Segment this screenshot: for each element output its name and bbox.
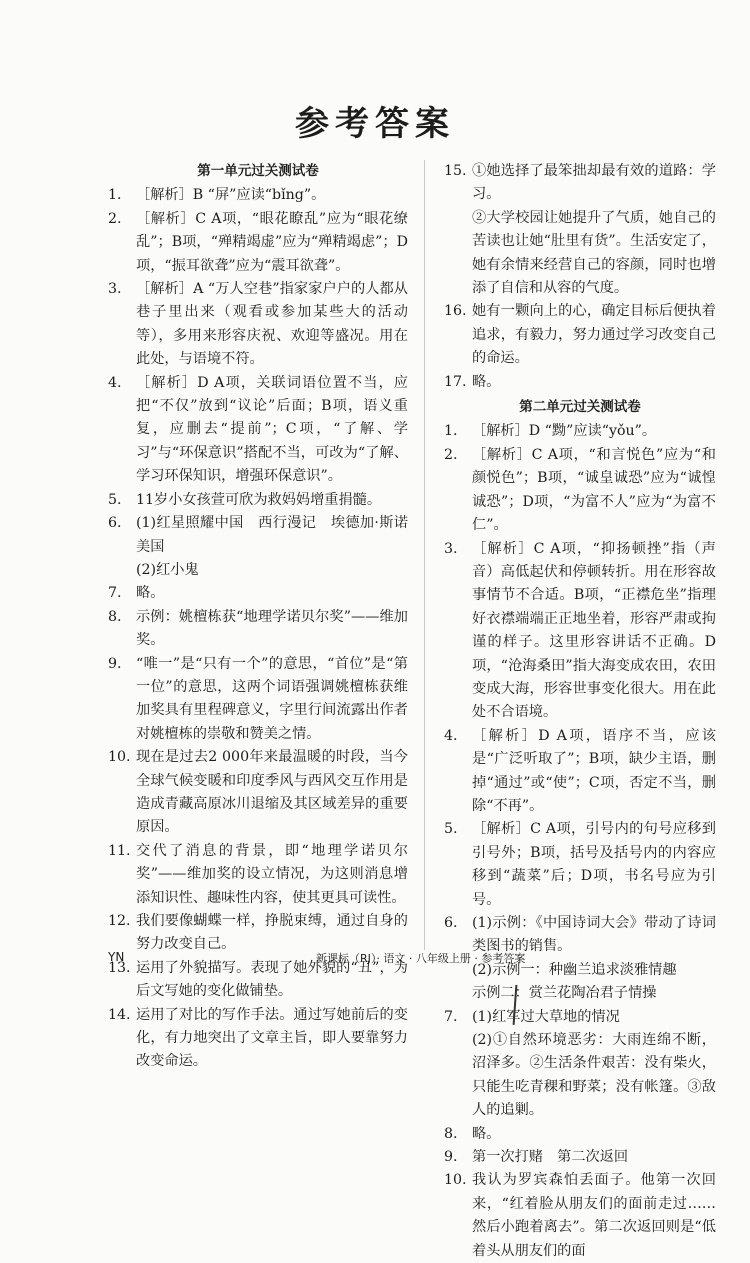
right-column [444,160,716,1263]
answer-number: 1. [108,187,122,204]
answer-number: 10. [444,1172,467,1189]
answer-text: ［解析］A “万人空巷”指家家户户的人都从巷子里出来（观看或参加某些大的活动等），多用来形容庆祝、欢迎等盛况。用在此处，与语境不符。 [136,281,408,368]
answer-item [444,371,716,394]
answer-number: 11. [108,842,131,859]
answer-item [444,207,716,301]
answer-text: (1)示例：《中国诗词大会》带动了诗词类图书的销售。 [472,915,716,955]
answer-number: 17. [444,373,467,390]
answer-text: 略。 [472,1125,501,1142]
answer-number: 15. [444,163,467,179]
answer-item [108,606,408,653]
answer-number: 3. [444,540,458,557]
footer-caption: 新课标（RJ）· 语文 · 八年级上册 · 参考答案 [316,952,526,965]
answer-text: 略。 [136,585,165,602]
answer-item [444,982,716,1005]
answer-number: 10. [108,749,131,766]
answer-item [108,184,408,207]
answer-text: ［解析］C A项，“和言悦色”应为“和颜悦色”；B项，“诚皇诚恐”应为“诚惶诚恐”；D项，“为富不人”应为“为富不仁”。 [472,446,716,534]
answer-number: 1. [444,423,458,440]
answer-text: 运用了外貌描写。表现了她外貌的“丑”，为后文写她的变化做铺垫。 [136,959,408,1000]
answer-text: (2)①自然环境恶劣：大雨连绵不断，沼泽多。②生活条件艰苦：没有柴火，只能生吃青稞和野菜；没有帐篷。③敌人的追剿。 [472,1032,716,1119]
answer-number: 7. [108,585,122,602]
answer-item [444,1006,716,1029]
answer-text: ［解析］D “黝”应读“yǒu”。 [472,423,657,440]
section-title: 第一单元过关测试卷 [197,163,319,179]
answer-item [444,538,716,725]
answer-text: 略。 [472,373,501,390]
answer-item [444,1123,716,1146]
answer-text: 交代了消息的背景，即“地理学诺贝尔奖”——维加奖的设立情况，为这则消息增添知识性、趣味性内容，使其更具可读性。 [136,842,408,906]
answer-item [444,1146,716,1169]
answer-number: 16. [444,303,467,320]
answer-text: ［解析］D A项，关联词语位置不当，应把“不仅”放到“议论”后面；B项，语义重复，应删去“提前”；C项，“了解、学习”与“环保意识”搭配不当，可改为“了解、学习环保知识，增强环保意识”。 [136,374,408,485]
answer-text: 11岁小女孩萱可欣为救妈妈增重捐髓。 [136,491,382,508]
answer-item [108,208,408,278]
answer-item [444,420,716,443]
answer-number: 8. [444,1125,458,1142]
answer-item [108,582,408,605]
answer-item [108,372,408,489]
column-divider [424,160,425,950]
answer-text: 运用了对比的写作手法。通过写她前后的变化，有力地突出了文章主旨，即人要靠努力改变命运。 [136,1006,408,1070]
answer-item [108,746,408,840]
answer-item [444,1029,716,1123]
answer-item [444,725,716,819]
answer-number: 5. [108,491,122,508]
answer-item [444,444,716,538]
answer-item [444,300,716,370]
answer-text: ［解析］C A项，“眼花瞭乱”应为“眼花缭乱”；B项，“殚精竭虚”应为“殚精竭虑”；D项，“振耳欲聋”应为“震耳欲聋”。 [136,210,408,274]
answer-text: (2)红小鬼 [136,561,199,578]
answer-number: 3. [108,281,122,298]
answer-text: “唯一”是“只有一个”的意思，“首位”是“第一位”的意思，这两个词语强调姚檀栋获维加奖具有里程碑意义，字里行间流露出作者对姚檀栋的崇敬和赞美之情。 [136,655,408,742]
answer-item [108,512,423,559]
answer-text: (2)示例一：种幽兰追求淡雅情趣 [472,961,677,978]
answer-text: 第一次打赌 第二次返回 [472,1149,629,1166]
answer-text: 她有一颗向上的心，确定目标后便执着追求，有毅力，努力通过学习改变自己的命运。 [472,303,716,367]
answer-text: 示例：姚檀栋获“地理学诺贝尔奖”——维加奖。 [136,608,408,649]
answer-number: 7. [444,1008,458,1025]
answer-text: 我认为罗宾森怕丢面子。他第一次回来，“红着脸从朋友们的面前走过……然后小跑着离去”。第二次返回则是“低着头从朋友们的面 [472,1172,716,1259]
answer-text: (1)红军过大草地的情况 [472,1008,620,1025]
answer-item [108,653,408,747]
answer-item [444,160,716,207]
footer-code: YN [108,950,125,964]
answer-item [444,1169,716,1263]
answer-number: 2. [108,210,122,227]
answer-item [108,489,408,512]
answer-text: 示例二：赏兰花陶冶君子情操 [472,985,657,1002]
answer-number: 8. [108,608,122,625]
answer-text: ［解析］D A项，语序不当，应该是“广泛听取了”；B项，缺少主语，删掉“通过”或“使”；C项，否定不当，删除“不再”。 [472,727,716,814]
answer-text: 现在是过去2 000年来最温暖的时段，当今全球气候变暖和印度季风与西风交互作用是造成青藏高原冰川退缩及其区域差异的重要原因。 [136,749,408,836]
answer-text: (1)红星照耀中国 西行漫记 埃德加·斯诺 美国 [136,515,423,555]
answer-number: 14. [108,1006,131,1023]
answer-list [444,420,716,1263]
answer-item [108,559,408,582]
answer-number: 9. [108,655,122,672]
answer-item [444,818,716,912]
answer-number: 4. [444,727,458,744]
answer-number: 4. [108,374,122,391]
answer-item [108,278,408,372]
answer-number: 13. [108,959,131,976]
answer-item [108,840,408,910]
answer-text: ②大学校园让她提升了气质，她自己的苦读也让她“肚里有货”。生活安定了，她有余情来经营自己的容颜，同时也增添了自信和从容的气度。 [472,209,716,297]
answer-number: 2. [444,446,458,463]
answer-number: 6. [108,515,122,532]
answer-number: 6. [444,915,458,931]
answer-text: ①她选择了最笨拙却最有效的道路：学习。 [472,163,716,203]
answer-number: 12. [108,913,131,929]
answer-text: ［解析］C A项，“抑扬顿挫”指（声音）高低起伏和停顿转折。用在形容故事情节不合适。B项，“正襟危坐”指理好衣襟端端正正地坐着，形容严肃或拘谨的样子。这里形容讲话不正确。D项，“沧海桑田”指大海变成农田，农田变成大海，形容世事变化很大。用在此处不合语境。 [472,540,716,721]
page-title: 参考答案 [295,104,455,144]
answer-item [108,1004,408,1074]
answer-list [444,160,716,394]
answer-text: 我们要像蝴蝶一样，挣脱束缚，通过自身的努力改变自己。 [136,913,408,953]
answer-text: ［解析］B “屏”应读“bǐng”。 [136,187,326,204]
answer-text: ［解析］C A项，引号内的句号应移到引号外；B项，括号及括号内的内容应移到“蔬菜”后；D项，书名号应为引号。 [472,821,716,908]
answer-number: 9. [444,1149,458,1166]
answer-number: 5. [444,821,458,838]
section-title: 第二单元过关测试卷 [519,399,641,416]
